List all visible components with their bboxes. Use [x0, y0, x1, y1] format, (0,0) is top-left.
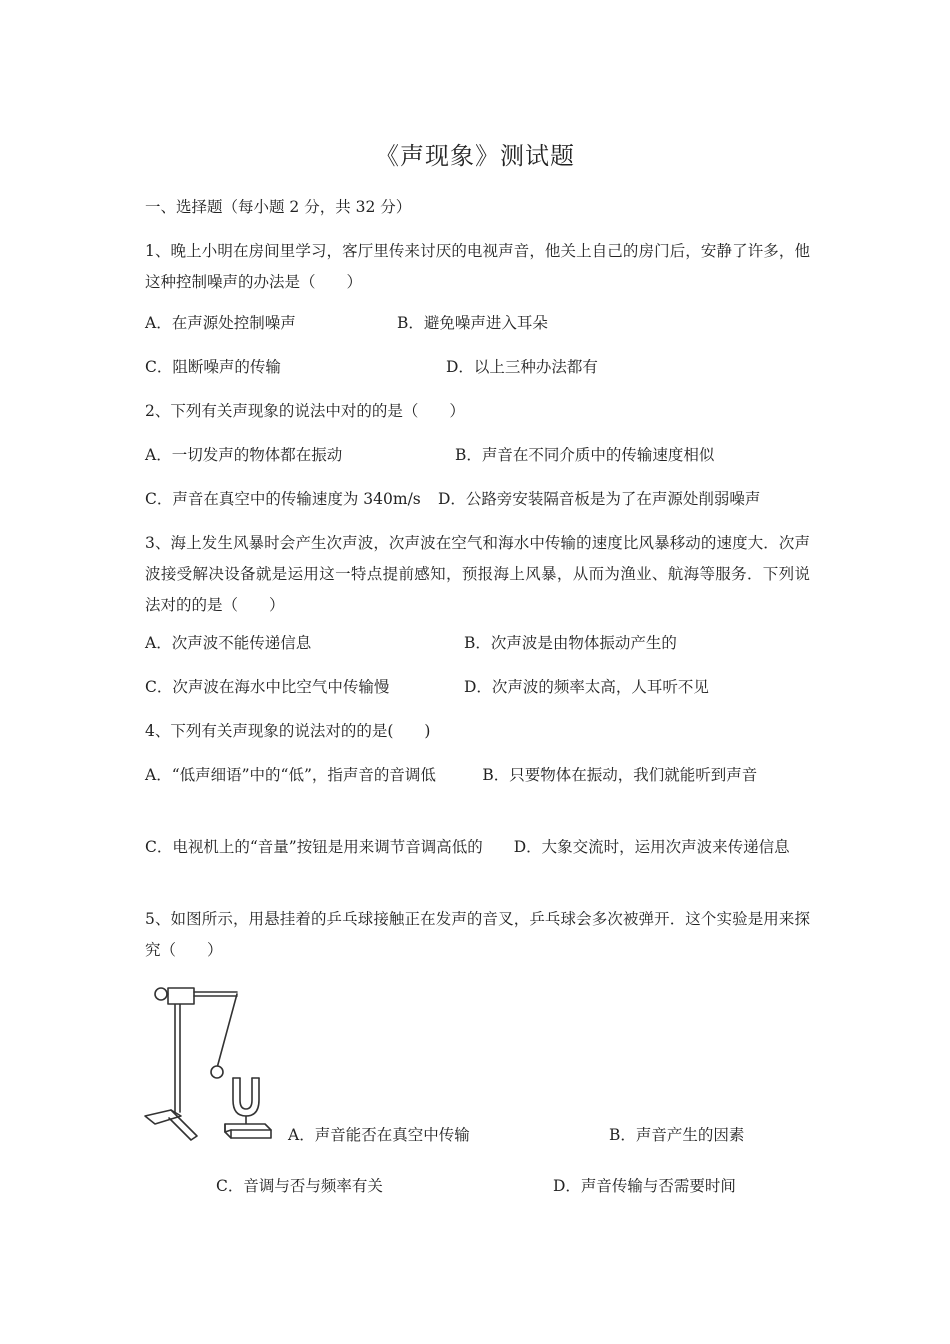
q3-option-c[interactable]: C．次声波在海水中比空气中传输慢 [145, 678, 390, 696]
tuning-fork-figure [141, 978, 276, 1146]
question-2-stem: 2、下列有关声现象的说法中对的的是（ ） [145, 402, 465, 420]
q5-option-a[interactable]: A．声音能否在真空中传输 [288, 1126, 470, 1144]
q1-option-b[interactable]: B．避免噪声进入耳朵 [397, 314, 548, 332]
q1-option-d[interactable]: D．以上三种办法都有 [446, 358, 598, 376]
q1-option-c[interactable]: C．阻断噪声的传输 [145, 358, 281, 376]
question-4-stem: 4、下列有关声现象的说法对的的是( ) [145, 722, 431, 740]
q5-option-c[interactable]: C．音调与否与频率有关 [216, 1177, 383, 1195]
q2-option-b[interactable]: B．声音在不同介质中的传输速度相似 [455, 446, 715, 464]
q1-option-a[interactable]: A．在声源处控制噪声 [145, 314, 296, 332]
q2-option-c[interactable]: C．声音在真空中的传输速度为 340m/s [145, 490, 421, 508]
q5-option-b[interactable]: B．声音产生的因素 [609, 1126, 745, 1144]
question-5-stem: 5、如图所示，用悬挂着的乒乓球接触正在发声的音叉，乒乓球会多次被弹开．这个实验是用来探究（ ） [145, 910, 810, 959]
q3-option-a[interactable]: A．次声波不能传递信息 [145, 634, 312, 652]
section-heading: 一、选择题（每小题 2 分，共 32 分） [145, 198, 412, 216]
q2-option-d[interactable]: D．公路旁安装隔音板是为了在声源处削弱噪声 [438, 490, 761, 508]
q4-option-cd[interactable]: C．电视机上的“音量”按钮是用来调节音调高低的 D．大象交流时，运用次声波来传递信息 [145, 838, 790, 856]
question-3-stem: 3、海上发生风暴时会产生次声波，次声波在空气和海水中传输的速度比风暴移动的速度大．次声波接受解决设备就是运用这一特点提前感知，预报海上风暴，从而为渔业、航海等服务．下列说法对的的是（ ） [145, 534, 810, 614]
q4-option-ab[interactable]: A．“低声细语”中的“低”，指声音的音调低 B．只要物体在振动，我们就能听到声音 [145, 766, 758, 784]
q3-option-b[interactable]: B．次声波是由物体振动产生的 [464, 634, 677, 652]
q3-option-d[interactable]: D．次声波的频率太高，人耳听不见 [464, 678, 709, 696]
page-title: 《声现象》测试题 [375, 142, 575, 170]
question-1-stem: 1、晚上小明在房间里学习，客厅里传来讨厌的电视声音，他关上自己的房门后，安静了许多，他这种控制噪声的办法是（ ） [145, 242, 810, 291]
q2-option-a[interactable]: A．一切发声的物体都在振动 [145, 446, 343, 464]
q5-option-d[interactable]: D．声音传输与否需要时间 [553, 1177, 736, 1195]
